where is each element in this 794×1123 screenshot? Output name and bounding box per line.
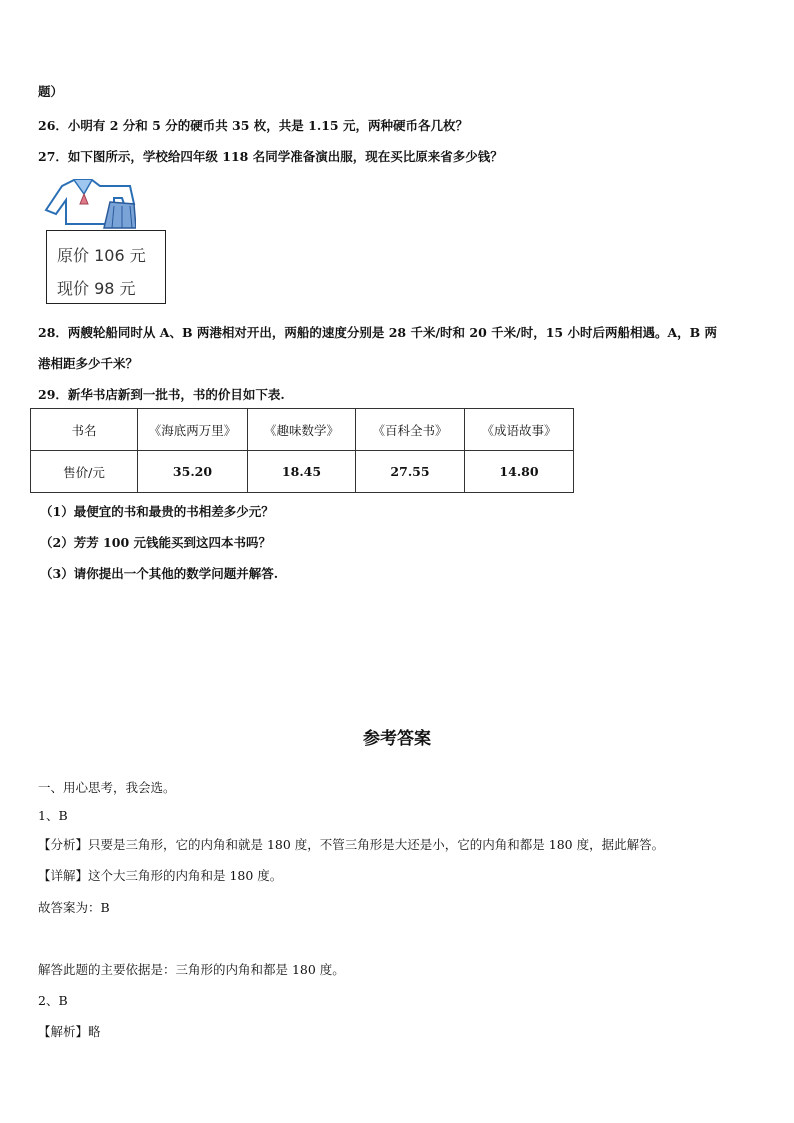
table-header-cell: 售价/元 bbox=[31, 451, 138, 493]
table-cell: 35.20 bbox=[138, 451, 248, 493]
answer-1-detail: 【详解】这个大三角形的内角和是 180 度。 bbox=[38, 868, 283, 883]
table-row bbox=[31, 451, 574, 493]
current-price: 现价 98 元 bbox=[57, 279, 136, 298]
table-cell: 18.45 bbox=[248, 451, 356, 493]
original-price: 原价 106 元 bbox=[57, 246, 146, 265]
table-cell: 《趣味数学》 bbox=[248, 409, 356, 451]
answer-1-final: 故答案为：B bbox=[38, 900, 110, 915]
table-cell: 《百科全书》 bbox=[356, 409, 465, 451]
question-tail: 题） bbox=[38, 84, 64, 99]
question-28-line2: 港相距多少千米？ bbox=[38, 356, 139, 371]
answer-1: 1、B bbox=[38, 808, 68, 823]
section-heading: 一、用心思考，我会选。 bbox=[38, 780, 176, 795]
table-cell: 14.80 bbox=[465, 451, 574, 493]
answer-2: 2、B bbox=[38, 993, 68, 1008]
price-box bbox=[46, 230, 166, 304]
table-row bbox=[31, 409, 574, 451]
uniform-image bbox=[44, 174, 136, 230]
sub-question-2: （2）芳芳 100 元钱能买到这四本书吗？ bbox=[40, 535, 271, 550]
question-26: 26．小明有 2 分和 5 分的硬币共 35 枚，共是 1.15 元，两种硬币各几枚？ bbox=[38, 118, 468, 133]
book-price-table bbox=[30, 408, 574, 493]
answer-2-analysis: 【解析】略 bbox=[38, 1024, 101, 1039]
sub-question-3: （3）请你提出一个其他的数学问题并解答. bbox=[40, 566, 279, 581]
answer-1-analysis: 【分析】只要是三角形，它的内角和就是 180 度，不管三角形是大还是小，它的内角和都是 180 度，据此解答。 bbox=[38, 837, 665, 852]
answer-1-note: 解答此题的主要依据是：三角形的内角和都是 180 度。 bbox=[38, 962, 345, 977]
question-29: 29．新华书店新到一批书，书的价目如下表. bbox=[38, 387, 285, 402]
sub-question-1: （1）最便宜的书和最贵的书相差多少元？ bbox=[40, 504, 274, 519]
table-cell: 《海底两万里》 bbox=[138, 409, 248, 451]
answer-title: 参考答案 bbox=[363, 729, 431, 749]
table-cell: 《成语故事》 bbox=[465, 409, 574, 451]
table-header-cell: 书名 bbox=[31, 409, 138, 451]
table-cell: 27.55 bbox=[356, 451, 465, 493]
question-27: 27．如下图所示，学校给四年级 118 名同学准备演出服，现在买比原来省多少钱？ bbox=[38, 149, 503, 164]
question-28-line1: 28．两艘轮船同时从 A、B 两港相对开出，两船的速度分别是 28 千米/时和 20 千米/时，15 小时后两船相遇。A，B 两 bbox=[38, 325, 718, 340]
